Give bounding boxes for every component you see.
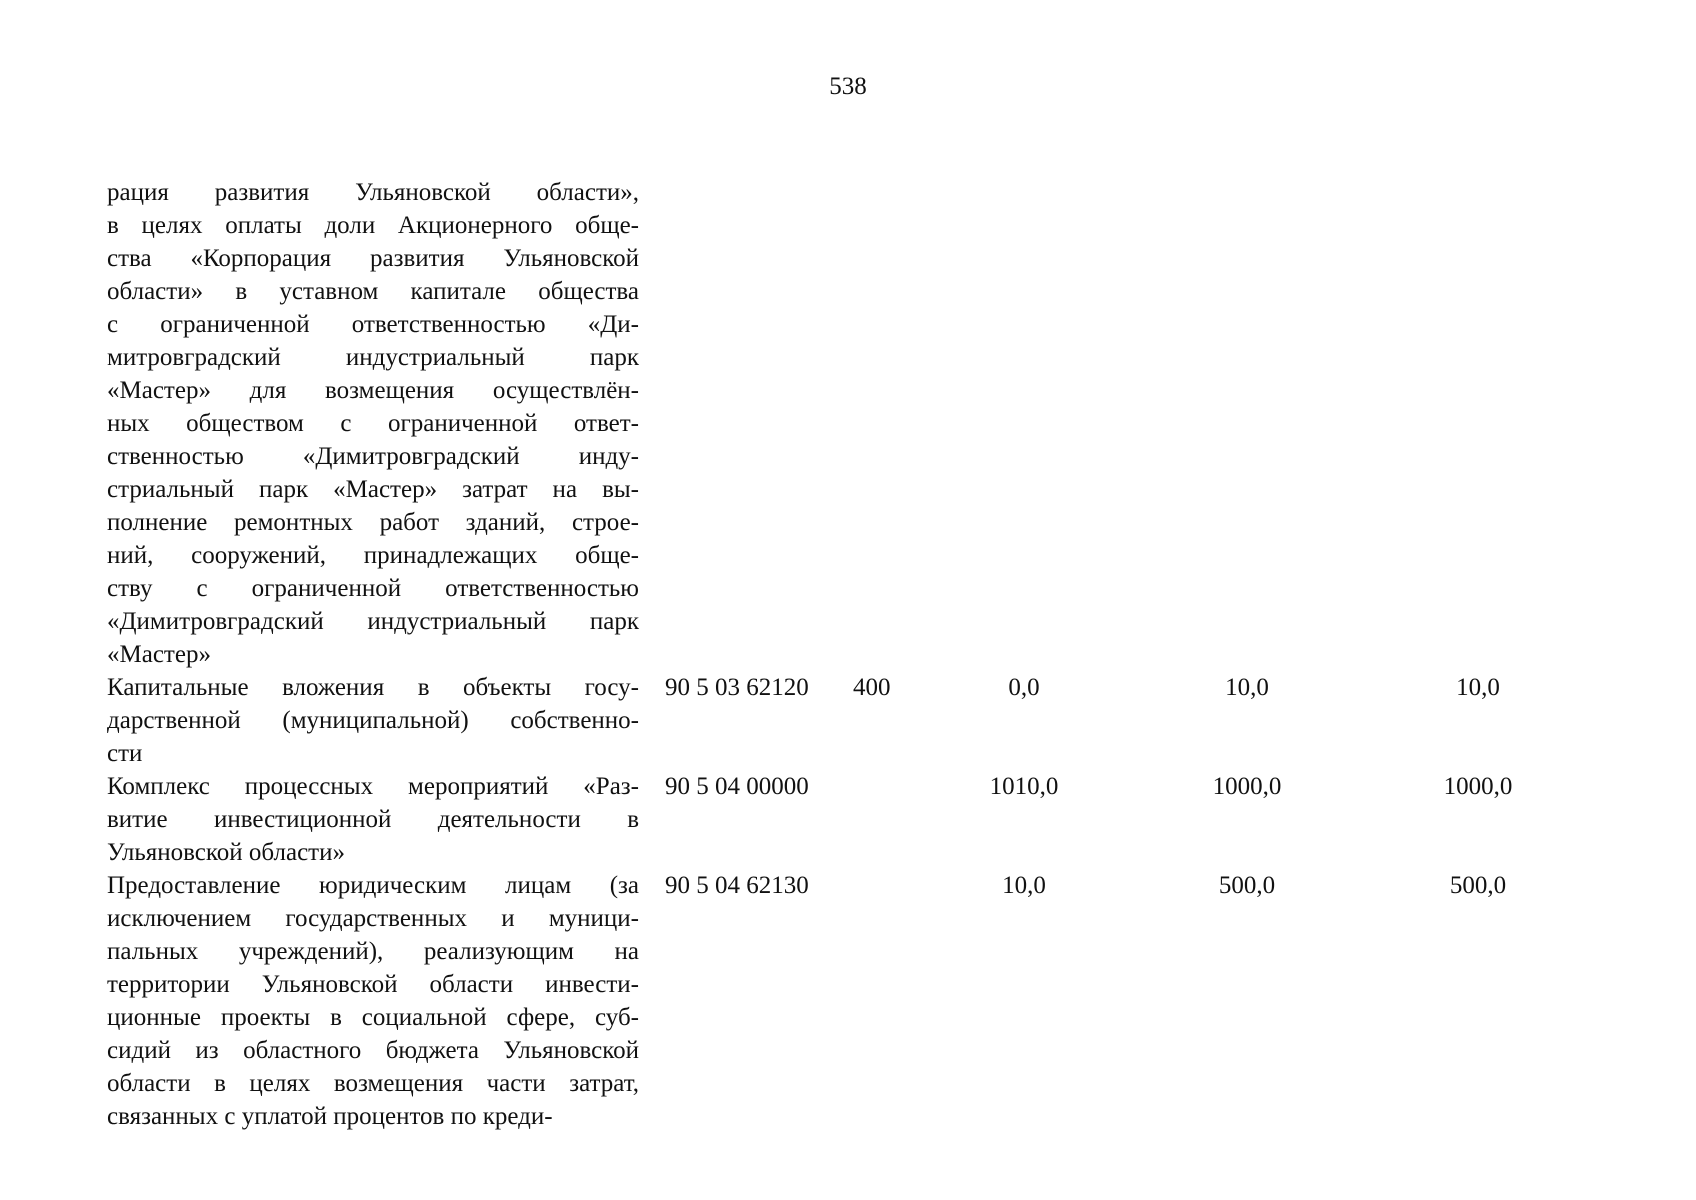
description-line: сидий из областного бюджета Ульяновской [107, 1037, 639, 1064]
description-line: витие инвестиционной деятельности в [107, 806, 639, 833]
description-line: ства «Корпорация развития Ульяновской [107, 245, 639, 272]
description-line: сти [107, 740, 143, 767]
expense-type-code: 400 [853, 674, 891, 701]
description-line: ционные проекты в социальной сфере, суб- [107, 1004, 639, 1031]
description-line: Комплекс процессных мероприятий «Раз- [107, 773, 639, 800]
amount-year-3: 10,0 [1456, 674, 1500, 701]
description-line: области в целях возмещения части затрат, [107, 1070, 639, 1097]
description-line: «Димитровградский индустриальный парк [107, 608, 639, 635]
amount-year-2: 500,0 [1218, 872, 1276, 899]
description-line: исключением государственных и муници- [107, 905, 639, 932]
amount-year-1: 10,0 [1002, 872, 1046, 899]
description-line: ний, сооружений, принадлежащих обще- [107, 542, 639, 569]
amount-year-1: 1010,0 [989, 773, 1059, 800]
description-line: с ограниченной ответственностью «Ди- [107, 311, 639, 338]
description-line: «Мастер» для возмещения осуществлён- [107, 377, 639, 404]
target-article-code: 90 5 03 62120 [665, 674, 809, 701]
amount-year-1: 0,0 [1008, 674, 1040, 701]
description-line: рация развития Ульяновской области», [107, 179, 639, 206]
description-line: «Мастер» [107, 641, 211, 668]
description-line: Предоставление юридическим лицам (за [107, 872, 639, 899]
amount-year-2: 10,0 [1225, 674, 1269, 701]
amount-year-3: 500,0 [1449, 872, 1507, 899]
description-line: территории Ульяновской области инвести- [107, 971, 639, 998]
page-number: 538 [829, 73, 867, 100]
description-line: области» в уставном капитале общества [107, 278, 639, 305]
description-line: в целях оплаты доли Акционерного обще- [107, 212, 639, 239]
target-article-code: 90 5 04 62130 [665, 872, 809, 899]
description-line: ственностью «Димитровградский инду- [107, 443, 639, 470]
description-line: Капитальные вложения в объекты госу- [107, 674, 639, 701]
description-line: митровградский индустриальный парк [107, 344, 639, 371]
amount-year-2: 1000,0 [1212, 773, 1282, 800]
description-line: стриальный парк «Мастер» затрат на вы- [107, 476, 639, 503]
description-line: связанных с уплатой процентов по креди- [107, 1103, 553, 1130]
amount-year-3: 1000,0 [1443, 773, 1513, 800]
target-article-code: 90 5 04 00000 [665, 773, 809, 800]
description-line: ных обществом с ограниченной ответ- [107, 410, 639, 437]
description-line: пальных учреждений), реализующим на [107, 938, 639, 965]
description-line: ству с ограниченной ответственностью [107, 575, 639, 602]
description-line: дарственной (муниципальной) собственно- [107, 707, 639, 734]
description-line: полнение ремонтных работ зданий, строе- [107, 509, 639, 536]
description-line: Ульяновской области» [107, 839, 345, 866]
